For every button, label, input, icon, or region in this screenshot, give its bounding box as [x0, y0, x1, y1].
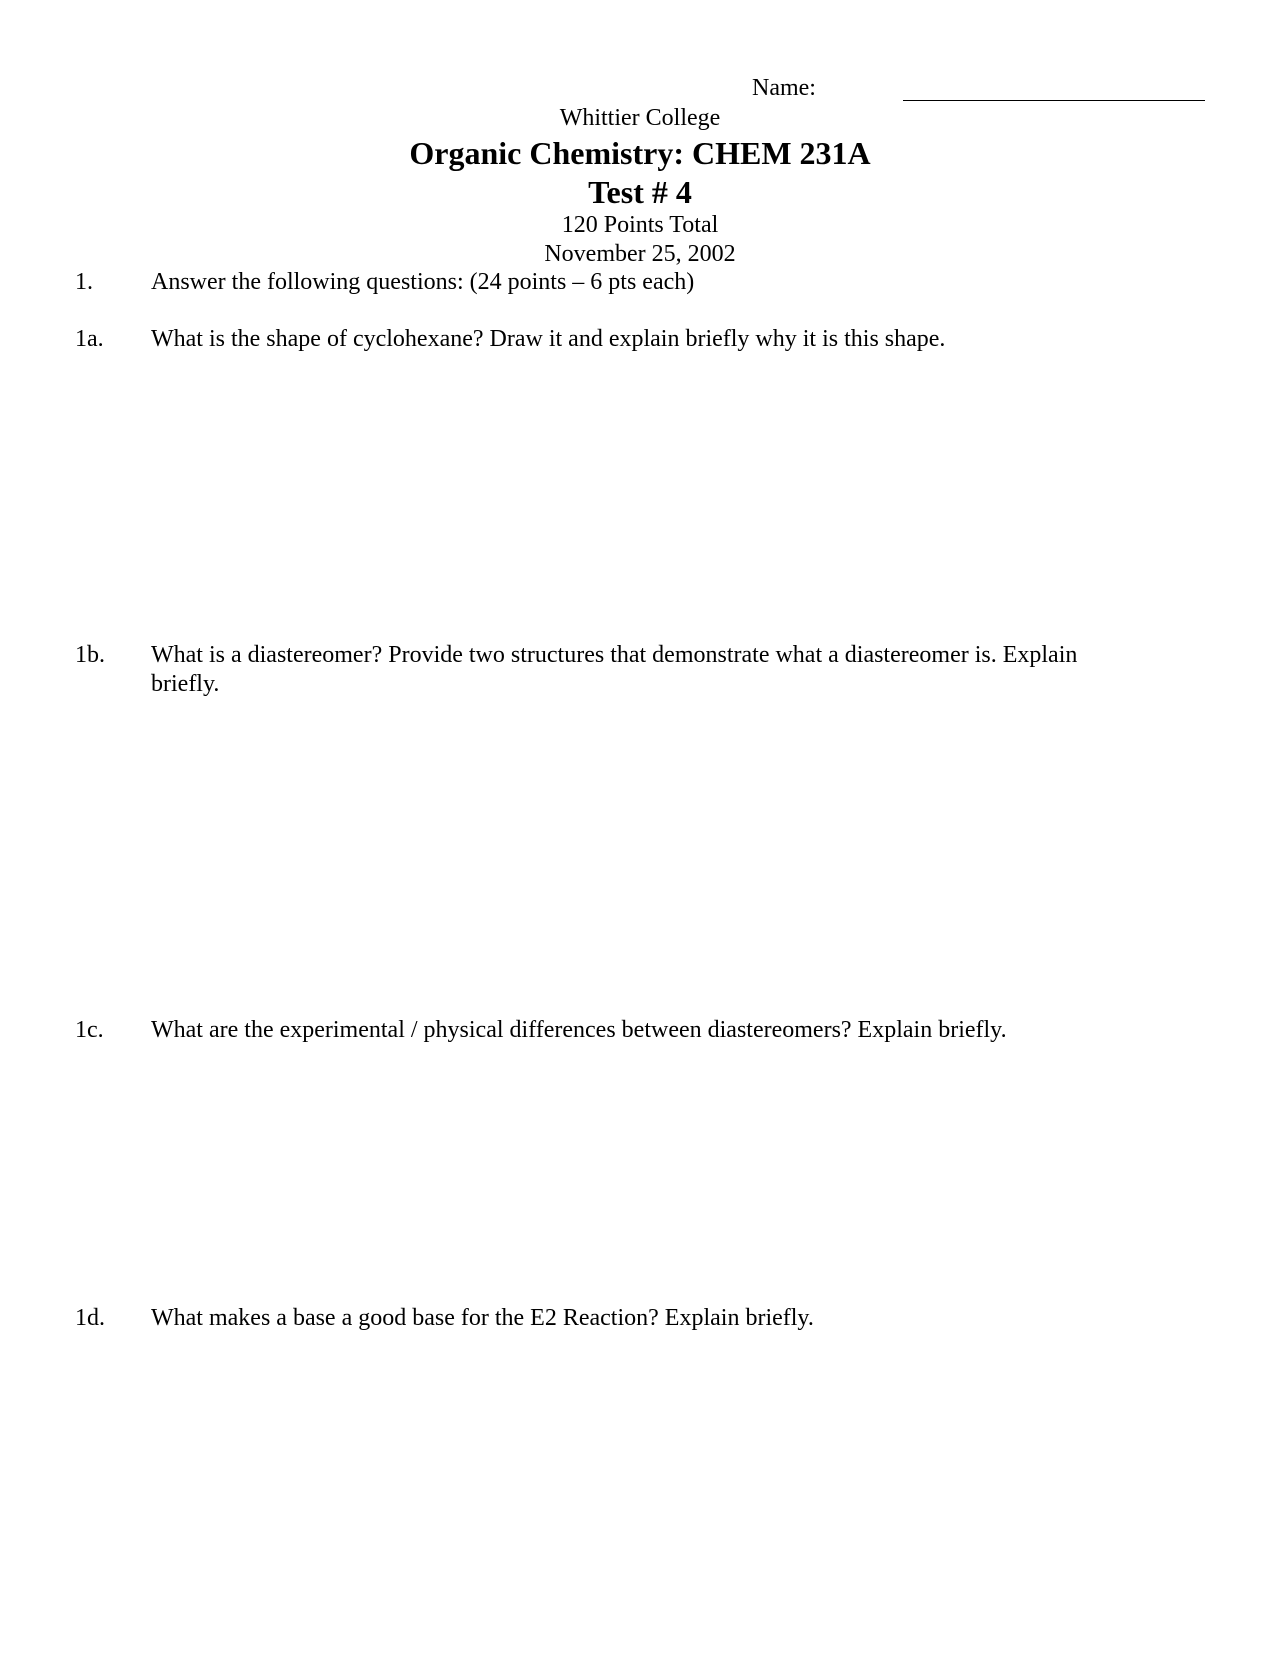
name-label: Name: — [752, 75, 816, 101]
question-text: What are the experimental / physical differences between diastereomers? Explain briefly. — [151, 1017, 1007, 1043]
question-number: 1d. — [75, 1305, 105, 1331]
question-text: What is a diastereomer? Provide two structures that demonstrate what a diastereomer is. Explain briefly. — [151, 642, 1078, 697]
question-number: 1b. — [75, 642, 105, 668]
exam-date: November 25, 2002 — [544, 241, 736, 267]
course-title: Organic Chemistry: CHEM 231A — [409, 135, 871, 171]
question-text: What makes a base a good base for the E2 Reaction? Explain briefly. — [151, 1305, 814, 1331]
question-number: 1. — [75, 269, 93, 295]
name-blank-line — [903, 100, 1205, 101]
college-name: Whittier College — [559, 105, 721, 131]
test-title: Test # 4 — [588, 174, 692, 210]
question-text: Answer the following questions: (24 points – 6 pts each) — [151, 269, 695, 295]
points-total: 120 Points Total — [561, 212, 719, 238]
question-number: 1a. — [75, 326, 104, 352]
question-text: What is the shape of cyclohexane? Draw it and explain briefly why it is this shape. — [151, 326, 946, 352]
question-number: 1c. — [75, 1017, 104, 1043]
